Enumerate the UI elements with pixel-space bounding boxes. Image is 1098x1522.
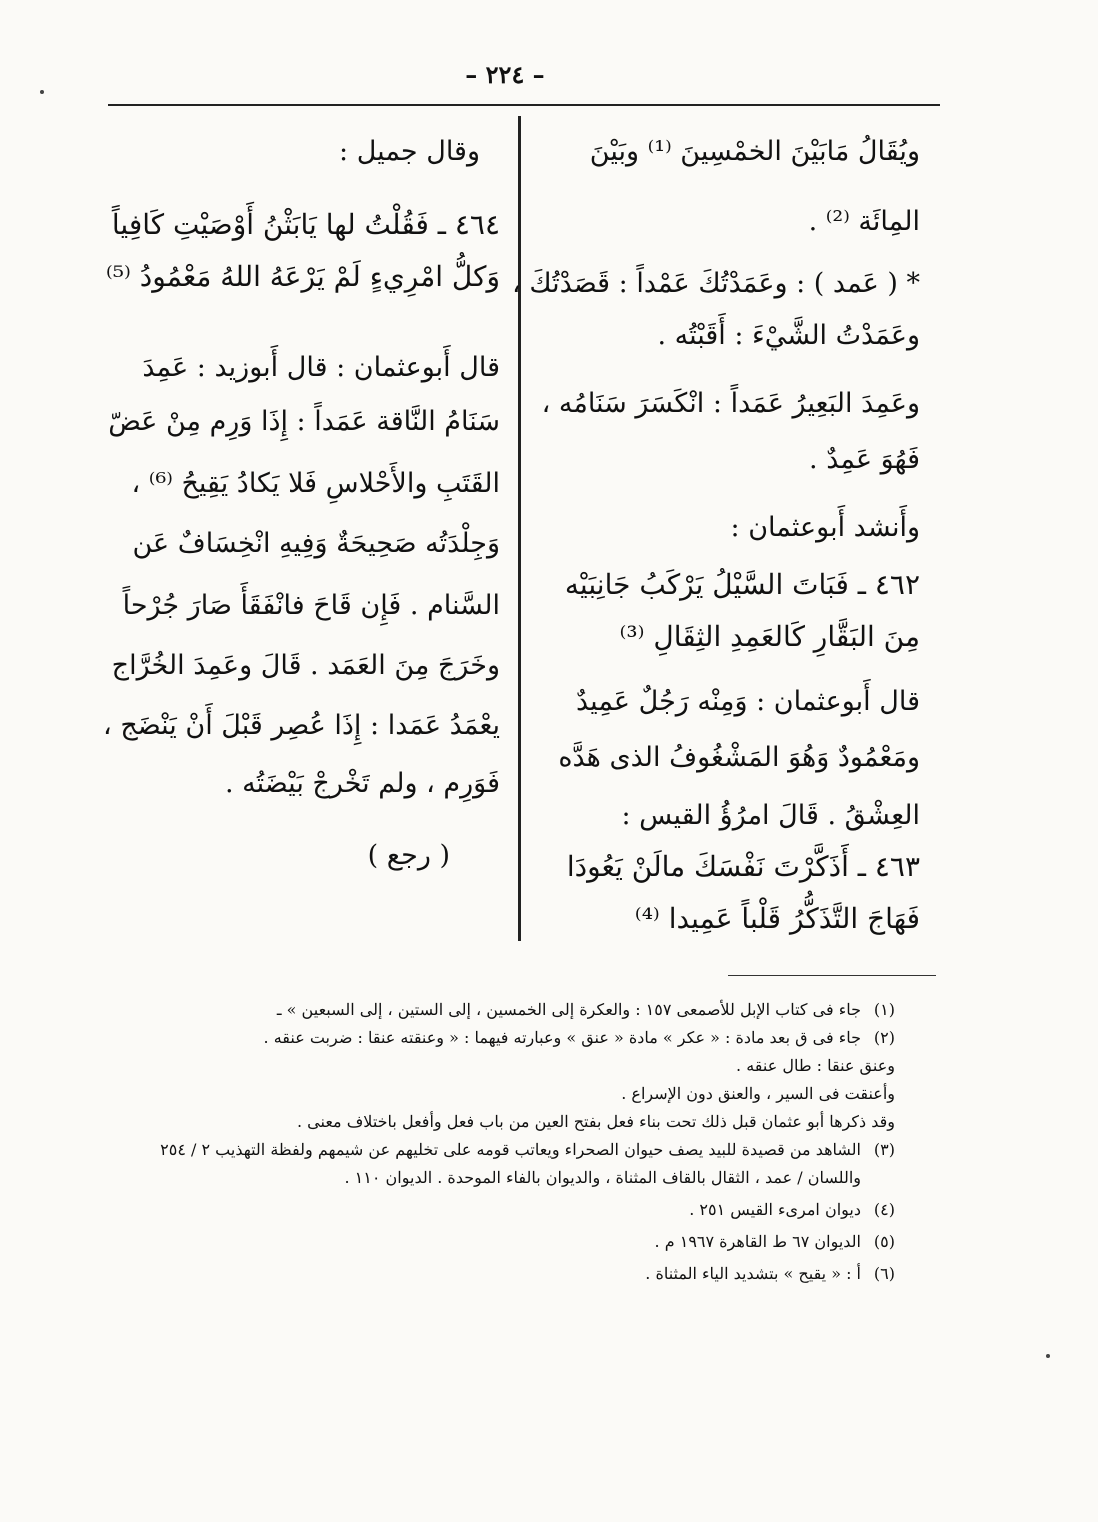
verse-line: فَهَاجَ التَّذَكُّرُ قَلْباً عَمِيدا ⁽⁴⁾ — [634, 902, 920, 935]
text-line: فَهُوَ عَمِدٌ . — [809, 444, 920, 475]
text-line: فَوَرِم ، ولم تَخْرجْ بَيْضَتُه . — [224, 768, 500, 799]
text-line: السَّنام . فَإِن قَاحَ فانْفَقَأَ صَارَ جُرْحاً — [122, 590, 500, 621]
footnote-text: جاء فى كتاب الإبل للأصمعى ١٥٧ : والعكرة إلى الخمسين ، إلى الستين ، إلى السبعين » ـ — [276, 1000, 861, 1019]
footnote-text: جاء فى ق بعد مادة : « عكر » مادة « عنق » وعبارته فيهما : « وعنقته عنقا : ضربت عنقه . — [263, 1028, 861, 1047]
footnote — [130, 1138, 895, 1162]
text-line: وأَنشد أَبوعثمان : — [730, 512, 920, 543]
header-rule — [108, 104, 940, 106]
footnote — [130, 1262, 895, 1286]
section-marker: ( رجع ) — [367, 840, 450, 871]
verse-line: ٤٦٢ ـ فَبَاتَ السَّيْلُ يَرْكَبُ جَانِبَيْه — [564, 568, 920, 601]
text-line: المِائَة ⁽²⁾ . — [808, 206, 920, 237]
footnote-text: الشاهد من قصيدة للبيد يصف حيوان الصحراء ويعاتب قومه على تخليهم عن شيمهم ولفظة التهذيب ٢ / ٢٥٤ — [160, 1140, 861, 1159]
text-line: القَتَبِ والأَحْلاسِ فَلا يَكادُ يَقِيحُ ⁽⁶⁾ ، — [131, 468, 500, 499]
text-line: يعْمَدُ عَمَدا : إِذَا عُصِر قَبْلَ أَنْ يَنْضَج ، — [103, 710, 500, 741]
footnote-continuation: وقد ذكرها أبو عثمان قبل ذلك تحت بناء فعل بفتح العين من باب فعل وأفعل باختلاف معنى . — [296, 1112, 895, 1131]
text-line: العِشْقُ . قَالَ امرُؤُ القيس : — [621, 800, 920, 831]
verse-line: ٤٦٣ ـ أَذَكَّرْتَ نَفْسَكَ مالَنْ يَعُودَا — [566, 850, 920, 883]
footnote-text: ديوان امرىء القيس ٢٥١ . — [689, 1200, 861, 1219]
text-line: سَنَامُ النَّاقة عَمَداً : إِذَا وَرِم مِنْ عَضّ — [108, 406, 500, 437]
column-divider — [518, 116, 521, 941]
footnote — [130, 1198, 895, 1222]
text-line: وَجِلْدَتُه صَحِيحَةٌ وَفِيهِ انْخِسَافٌ عَن — [132, 528, 500, 559]
text-line: وخَرَجَ مِنَ العَمَد . قَالَ وعَمِدَ الخُرَّاج — [111, 650, 500, 681]
footnote-continuation: وعنق عنقا : طال عنقه . — [736, 1056, 895, 1075]
footnote-continuation: واللسان / عمد ، الثقال بالقاف المثناة ، والديوان بالفاء الموحدة . الديوان ١١٠ . — [344, 1168, 861, 1187]
text-line: وعَمِدَ البَعِيرُ عَمَداً : انْكَسَرَ سَنَامُه ، — [541, 388, 920, 419]
verse-line: مِنَ البَقَّارِ كَالعَمِدِ الثِقَالِ ⁽³⁾ — [619, 620, 920, 653]
scan-speck — [40, 90, 44, 94]
footnote-number: (٣) — [873, 1140, 895, 1159]
footnote-number: (٥) — [873, 1232, 895, 1251]
footnote — [130, 998, 895, 1022]
verse-line: ٤٦٤ ـ فَقُلْتُ لها يَابَثْنُ أَوْصَيْتِ كَافِياً — [111, 208, 500, 241]
footnote-continuation: وأعنقت فى السير ، والعنق دون الإسراع . — [621, 1084, 895, 1103]
text-line: ومَعْمُودٌ وَهُوَ المَشْغُوفُ الذى هَدَّه — [558, 742, 920, 773]
verse-line: وَكلُّ امْرِيءٍ لَمْ يَرْعَهُ اللهُ مَعْمُودُ ⁽⁵⁾ — [105, 260, 500, 293]
footnote-number: (١) — [873, 1000, 895, 1019]
text-line: قال أَبوعثمان : قال أَبوزيد : عَمِدَ — [142, 352, 500, 383]
text-line: ويُقَالُ مَابَيْنَ الخمْسِينَ ⁽¹⁾ وبَيْنَ — [589, 136, 920, 167]
scan-speck — [1046, 1354, 1050, 1358]
footnote-rule — [728, 975, 936, 976]
text-line: قال أَبوعثمان : وَمِنْه رَجُلٌ عَمِيدٌ — [576, 686, 920, 717]
footnote-number: (٤) — [873, 1200, 895, 1219]
text-line: وعَمَدْتُ الشَّيْءَ : أَقَبْتُه . — [657, 320, 920, 351]
footnotes — [130, 998, 895, 1290]
footnote-number: (٢) — [873, 1028, 895, 1047]
page-number: – ٢٢٤ – — [465, 60, 545, 89]
footnote-text: الديوان ٦٧ ط القاهرة ١٩٦٧ م . — [654, 1232, 861, 1251]
right-text-column — [512, 136, 920, 954]
footnote-number: (٦) — [873, 1264, 895, 1283]
footnote-text: أ : « يقيح » بتشديد الياء المثناة . — [645, 1264, 861, 1283]
left-text-column — [103, 136, 500, 880]
text-line: * ( عَمد ) : وعَمَدْتُكَ عَمْداً : قَصَدْتُكَ ، — [512, 268, 920, 299]
text-line: وقال جميل : — [339, 136, 480, 167]
footnote — [130, 1230, 895, 1254]
footnote — [130, 1026, 895, 1050]
